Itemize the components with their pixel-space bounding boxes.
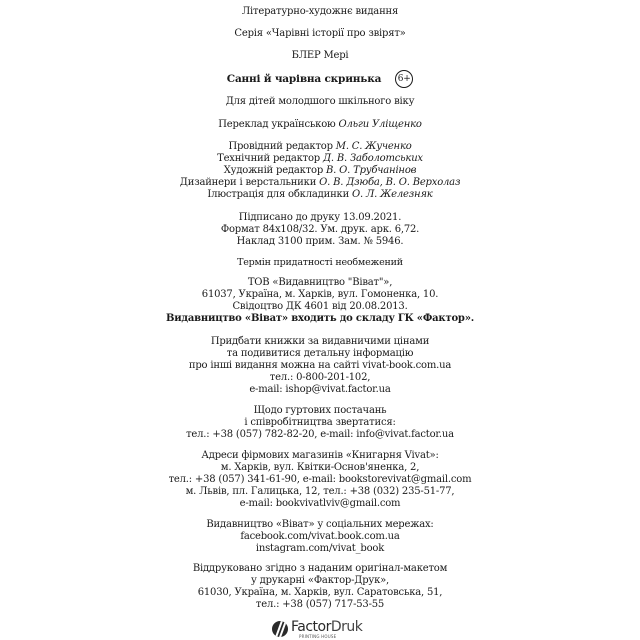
- buy-info-line: про інші видання можна на сайті vivat-book.com.ua: [188, 360, 452, 371]
- audience-line: Для дітей молодшого шкільного віку: [225, 96, 415, 107]
- shops-line: e-mail: bookvivatlviv@gmail.com: [239, 498, 401, 509]
- social-line: instagram.com/vivat_book: [255, 543, 385, 554]
- logo-name-light: Druk: [330, 618, 363, 635]
- genre-line: Літературно-художнє видання: [241, 6, 399, 17]
- buy-info-line: e-mail: ishop@vivat.factor.ua: [249, 384, 391, 395]
- book-title: Санні й чарівна скринька: [226, 73, 382, 85]
- publisher-line: 61037, Україна, м. Харків, вул. Гомоненка, 10.: [201, 289, 439, 300]
- logo-subtitle: PRINTING HOUSE: [299, 633, 337, 639]
- publisher-line: Свідоцтво ДК 4601 від 20.08.2013.: [232, 301, 408, 312]
- title-row: [0, 70, 640, 88]
- shops-line: тел.: +38 (057) 341-61-90, e-mail: bookstorevivat@gmail.com: [168, 474, 472, 485]
- credit-line: Технічний редактор Д. В. Заболотських: [217, 153, 423, 164]
- translator-name: Ольги Уліщенко: [338, 119, 422, 130]
- credit-line: Дизайнери і верстальники О. В. Дзюба, В. О. Верхолаз: [179, 177, 461, 188]
- print-info-line: Формат 84x108/32. Ум. друк. арк. 6,72.: [220, 224, 420, 235]
- wholesale-line: і співробітництва звертатися:: [244, 417, 396, 428]
- buy-info-line: Придбати книжки за видавничими цінами: [210, 336, 430, 347]
- wholesale-line: тел.: +38 (057) 782-82-20, e-mail: info@vivat.factor.ua: [186, 429, 454, 440]
- credit-line: Провідний редактор М. С. Жученко: [228, 141, 412, 152]
- credit-line: Ілюстрація для обкладинки О. Л. Железняк: [207, 189, 433, 200]
- credit-line: Художній редактор В. О. Трубчанінов: [223, 165, 417, 176]
- print-info-line: Наклад 3100 прим. Зам. № 5946.: [236, 236, 404, 247]
- group-statement: Видавництво «Віват» входить до складу ГК «Фактор».: [165, 313, 475, 324]
- wholesale-line: Щодо гуртових постачань: [253, 405, 387, 416]
- printed-by-line: у друкарні «Фактор-Друк»,: [250, 575, 390, 586]
- logo-name-bold: Factor: [291, 618, 331, 635]
- author-line: БЛЕР Мері: [291, 50, 349, 61]
- social-line: facebook.com/vivat.book.com.ua: [240, 531, 400, 542]
- age-rating-badge: 6+: [395, 70, 413, 88]
- shops-line: м. Львів, пл. Галицька, 12, тел.: +38 (032) 235-51-77,: [185, 486, 455, 497]
- shelf-life-line: Термін придатності необмежений: [237, 257, 403, 268]
- buy-info-line: тел.: 0-800-201-102,: [269, 372, 371, 383]
- translation-line: [0, 119, 640, 131]
- buy-info-line: та подивитися детальну інформацію: [226, 348, 414, 359]
- printed-by-line: 61030, Україна, м. Харків, вул. Саратовська, 51,: [197, 587, 443, 598]
- translation-label: Переклад українською: [218, 119, 336, 130]
- printed-by-line: Віддруковано згідно з наданим оригінал-макетом: [192, 563, 448, 574]
- print-info-line: Підписано до друку 13.09.2021.: [238, 212, 402, 223]
- factor-druk-logo: [272, 618, 362, 640]
- publisher-line: ТОВ «Видавництво "Віват"»,: [247, 277, 393, 288]
- series-line: Серія «Чарівні історії про звірят»: [234, 28, 406, 39]
- social-line: Видавництво «Віват» у соціальних мережах:: [206, 519, 434, 530]
- shops-line: м. Харків, вул. Квітки-Основ'яненка, 2,: [220, 462, 420, 473]
- printed-by-line: тел.: +38 (057) 717-53-55: [255, 599, 385, 610]
- factor-druk-logo-icon: [272, 621, 288, 637]
- shops-line: Адреси фірмових магазинів «Книгарня Vivat»:: [201, 450, 439, 461]
